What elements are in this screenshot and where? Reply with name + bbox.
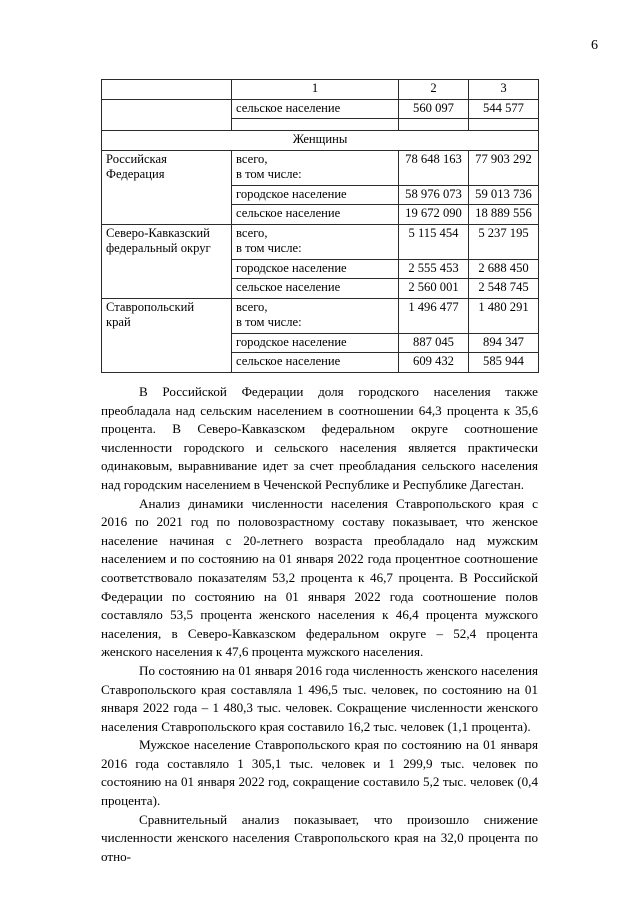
category-cell: городское население xyxy=(232,333,399,353)
section-label-women: Женщины xyxy=(102,131,539,151)
category-cell: сельское население xyxy=(232,205,399,225)
category-cell: городское население xyxy=(232,185,399,205)
category-cell: городское население xyxy=(232,259,399,279)
region-cell-north-caucasus xyxy=(102,224,232,298)
page-number: 6 xyxy=(591,38,598,53)
header-cell-2: 2 xyxy=(399,80,469,100)
table-row xyxy=(102,99,539,119)
category-cell: сельское население xyxy=(232,353,399,373)
value-cell-col3: 5 237 195 xyxy=(469,224,539,259)
category-line-2: в том числе: xyxy=(236,315,302,329)
category-line-1: всего, xyxy=(236,151,268,166)
value-cell-col2: 560 097 xyxy=(399,99,469,119)
value-cell-col2: 609 432 xyxy=(399,353,469,373)
header-cell-empty xyxy=(102,80,232,100)
table-row xyxy=(102,224,539,259)
category-cell: сельское население xyxy=(232,279,399,299)
region-line-2: Федерация xyxy=(106,167,165,181)
region-line-1: Северо-Кавказский xyxy=(106,225,210,240)
region-line-1: Российская xyxy=(106,151,167,166)
category-cell-total xyxy=(232,224,399,259)
region-line-1: Ставропольский xyxy=(106,299,195,314)
category-cell: сельское население xyxy=(232,99,399,119)
region-cell-stavropol xyxy=(102,298,232,372)
paragraph-1: В Российской Федерации доля городского населения также преобладала над сельским населением в соотношении 64,3 процента к 35,6 процента. В Северо-Кавказском федеральном округе соотношение численности городского и сельского населения является практически одинаковым, выравнивание идет за счет преобладания сельского населения над городским населением в Чеченской Республике и Республике Дагестан. xyxy=(101,384,538,492)
value-cell-col3: 894 347 xyxy=(469,333,539,353)
value-cell-col3: 585 944 xyxy=(469,353,539,373)
value-cell-col2: 78 648 163 xyxy=(399,150,469,185)
table-row xyxy=(102,150,539,185)
spacer-cell-col3 xyxy=(469,119,539,131)
value-cell-col2: 19 672 090 xyxy=(399,205,469,225)
table-header-row xyxy=(102,80,539,100)
spacer-cell-category xyxy=(232,119,399,131)
region-line-2: федеральный округ xyxy=(106,241,211,255)
spacer-cell-col2 xyxy=(399,119,469,131)
table-section-row xyxy=(102,131,539,151)
header-cell-1: 1 xyxy=(232,80,399,100)
value-cell-col3: 1 480 291 xyxy=(469,298,539,333)
paragraph-3: По состоянию на 01 января 2016 года численность женского населения Ставропольского края составляла 1 496,5 тыс. человек, по состоянию на 01 января 2022 года – 1 480,3 тыс. человек. Сокращение численности женского населения Ставропольского края составило 16,2 тыс. человек (1,1 процента). xyxy=(101,662,538,734)
value-cell-col3: 2 548 745 xyxy=(469,279,539,299)
category-line-2: в том числе: xyxy=(236,167,302,181)
value-cell-col3: 77 903 292 xyxy=(469,150,539,185)
paragraph-5: Сравнительный анализ показывает, что произошло снижение численности женского населения Ставропольского края на 32,0 процента по отно- xyxy=(101,811,538,864)
value-cell-col3: 59 013 736 xyxy=(469,185,539,205)
value-cell-col3: 2 688 450 xyxy=(469,259,539,279)
region-cell-empty xyxy=(102,99,232,131)
category-cell-total xyxy=(232,150,399,185)
value-cell-col2: 887 045 xyxy=(399,333,469,353)
population-table xyxy=(101,79,539,373)
value-cell-col3: 18 889 556 xyxy=(469,205,539,225)
table-row xyxy=(102,298,539,333)
document-body xyxy=(101,383,538,866)
category-line-1: всего, xyxy=(236,299,268,314)
category-cell-total xyxy=(232,298,399,333)
paragraph-4: Мужское население Ставропольского края по состоянию на 01 января 2016 года составляло 1 305,1 тыс. человек и 1 299,9 тыс. человек по состоянию на 01 января 2022 год, сокращение составило 5,2 тыс. человек (0,4 процента). xyxy=(101,737,538,809)
header-cell-3: 3 xyxy=(469,80,539,100)
paragraph-2: Анализ динамики численности населения Ставропольского края с 2016 по 2021 год по половозрастному составу показывает, что женское население начиная с 20-летнего возраста преобладало над мужским населением и по состоянию на 01 января 2022 года процентное соотношение соответствовало показателям 53,2 процента к 46,7 процента. В Российской Федерации по состоянию на 01 января 2022 года соотношение полов составляло 53,5 процента женского населения к 46,4 процента мужского населения, в Северо-Кавказском федеральном округе – 52,4 процента женского населения к 47,6 процента мужского населения. xyxy=(101,495,538,660)
value-cell-col2: 2 555 453 xyxy=(399,259,469,279)
category-line-2: в том числе: xyxy=(236,241,302,255)
value-cell-col2: 58 976 073 xyxy=(399,185,469,205)
region-cell-russia xyxy=(102,150,232,224)
value-cell-col3: 544 577 xyxy=(469,99,539,119)
region-line-2: край xyxy=(106,315,131,329)
value-cell-col2: 5 115 454 xyxy=(399,224,469,259)
category-line-1: всего, xyxy=(236,225,268,240)
value-cell-col2: 2 560 001 xyxy=(399,279,469,299)
value-cell-col2: 1 496 477 xyxy=(399,298,469,333)
